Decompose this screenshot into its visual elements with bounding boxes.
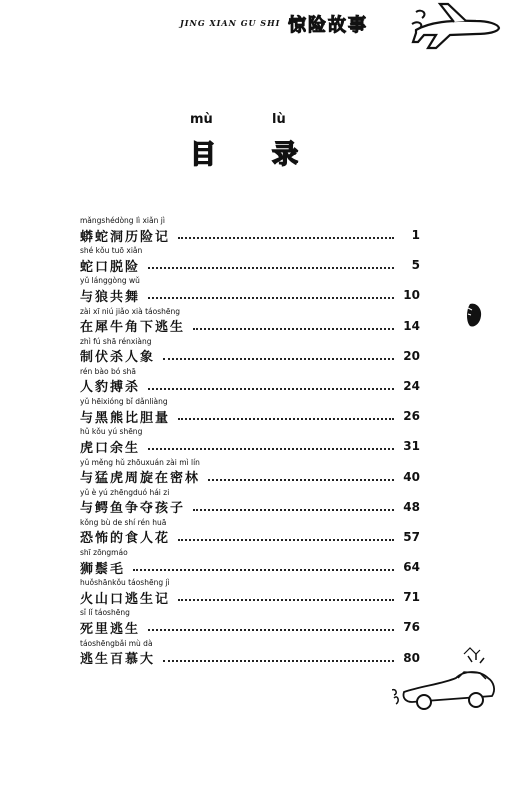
toc-entry: [80, 458, 420, 488]
leader-dots: [148, 623, 394, 631]
entry-page-number: 31: [403, 439, 420, 454]
heading-pinyin-2: lù: [272, 112, 286, 127]
heading-char-2: 录: [272, 140, 299, 170]
entry-title: 恐怖的食人花: [80, 531, 171, 547]
leader-dots: [208, 473, 394, 481]
entry-pinyin: hǔ kǒu yú shēng: [80, 427, 143, 437]
toc-entry: [80, 548, 420, 578]
leader-dots: [148, 382, 394, 390]
toc-entry: [80, 427, 420, 457]
entry-page-number: 71: [403, 590, 420, 605]
entry-page-number: 40: [403, 469, 420, 484]
toc-entry: [80, 608, 420, 638]
toc-entry: [80, 488, 420, 518]
entry-page-number: 76: [403, 620, 420, 635]
entry-page-number: 20: [403, 348, 420, 363]
entry-line: [80, 347, 420, 365]
toc-entry: [80, 307, 420, 337]
toc-entry: [80, 246, 420, 276]
heading-char-1: 目: [190, 140, 217, 170]
leader-dots: [193, 322, 394, 330]
entry-line: [80, 528, 420, 546]
entry-title: 在犀牛角下逃生: [80, 320, 186, 336]
entry-pinyin: sǐ lǐ táoshēng: [80, 608, 130, 618]
entry-pinyin: yǔ měng hǔ zhōuxuán zài mì lín: [80, 457, 200, 467]
entry-title: 虎口余生: [80, 440, 141, 456]
entry-line: [80, 377, 420, 395]
entry-title: 与黑熊比胆量: [80, 410, 171, 426]
entry-title: 制伏杀人象: [80, 350, 156, 366]
entry-page-number: 48: [403, 499, 420, 514]
heading-pinyin-1: mù: [190, 112, 213, 127]
entry-title: 蟒蛇洞历险记: [80, 229, 171, 245]
entry-page-number: 26: [403, 409, 420, 424]
entry-line: [80, 317, 420, 335]
entry-pinyin: yǔ è yú zhēngduó hái zi: [80, 487, 170, 497]
ink-blot-icon: [462, 300, 488, 330]
entry-title: 与猛虎周旋在密林: [80, 471, 201, 486]
entry-title: 蛇口脱险: [80, 259, 141, 275]
leader-dots: [193, 503, 394, 511]
entry-pinyin: yǔ lánggòng wǔ: [80, 276, 140, 286]
entry-line: [80, 558, 420, 576]
entry-page-number: 10: [403, 288, 420, 303]
entry-line: [80, 256, 420, 274]
entry-line: [80, 649, 420, 667]
entry-title: 狮鬃毛: [80, 561, 126, 577]
leader-dots: [178, 533, 394, 541]
airplane-icon: [410, 0, 502, 52]
toc-entry: [80, 216, 420, 246]
entry-page-number: 5: [411, 258, 420, 273]
entry-pinyin: táoshēngbǎi mù dà: [80, 638, 153, 648]
toc-entry: [80, 276, 420, 306]
contents-heading: [180, 112, 320, 172]
entry-pinyin: rén bào bó shā: [80, 366, 136, 376]
entry-line: [80, 468, 420, 486]
toc-entry: [80, 367, 420, 397]
entry-pinyin: shé kǒu tuō xiǎn: [80, 246, 143, 256]
car-icon: [392, 648, 502, 718]
entry-title: 火山口逃生记: [80, 591, 171, 607]
entry-line: [80, 286, 420, 304]
entry-title: 逃生百慕大: [80, 652, 156, 668]
toc-entry: [80, 337, 420, 367]
entry-pinyin: zài xī niú jiǎo xià táoshēng: [80, 306, 181, 316]
entry-page-number: 14: [403, 318, 420, 333]
entry-pinyin: mǎngshédòng lì xiǎn jì: [80, 216, 165, 225]
entry-title: 与鳄鱼争夺孩子: [80, 501, 186, 517]
series-pinyin: JING XIAN GU SHI: [180, 18, 281, 28]
leader-dots: [148, 291, 394, 299]
leader-dots: [148, 442, 394, 450]
entry-line: [80, 226, 420, 244]
leader-dots: [133, 563, 394, 571]
entry-line: [80, 498, 420, 516]
entry-pinyin: shī zōngmáo: [80, 548, 128, 558]
entry-line: [80, 588, 420, 606]
toc-entry: [80, 578, 420, 608]
leader-dots: [178, 593, 394, 601]
entry-pinyin: zhì fú shā rénxiàng: [80, 336, 152, 346]
scribble-icon: [462, 644, 482, 664]
entry-page-number: 57: [403, 529, 420, 544]
toc-entry: [80, 397, 420, 427]
entry-title: 与狼共舞: [80, 289, 141, 305]
entry-page-number: 1: [411, 228, 420, 242]
entry-page-number: 24: [403, 378, 420, 393]
entry-pinyin: kǒng bù de shí rén huā: [80, 517, 167, 527]
entry-line: [80, 407, 420, 425]
leader-dots: [178, 412, 394, 420]
entry-line: [80, 437, 420, 455]
toc-entry: [80, 639, 420, 669]
entry-page-number: 64: [403, 560, 420, 575]
leader-dots: [163, 654, 394, 662]
entry-title: 死里逃生: [80, 621, 141, 637]
entry-title: 人豹搏杀: [80, 380, 141, 396]
leader-dots: [148, 261, 394, 269]
toc-entry: [80, 518, 420, 548]
table-of-contents: [80, 216, 420, 669]
leader-dots: [178, 231, 394, 239]
entry-page-number: 80: [403, 650, 420, 665]
entry-pinyin: yǔ hēixióng bǐ dǎnliàng: [80, 397, 168, 407]
series-title: 惊险故事: [288, 15, 368, 36]
leader-dots: [163, 352, 394, 360]
entry-line: [80, 618, 420, 636]
entry-pinyin: huǒshānkǒu táoshēng jì: [80, 578, 170, 588]
